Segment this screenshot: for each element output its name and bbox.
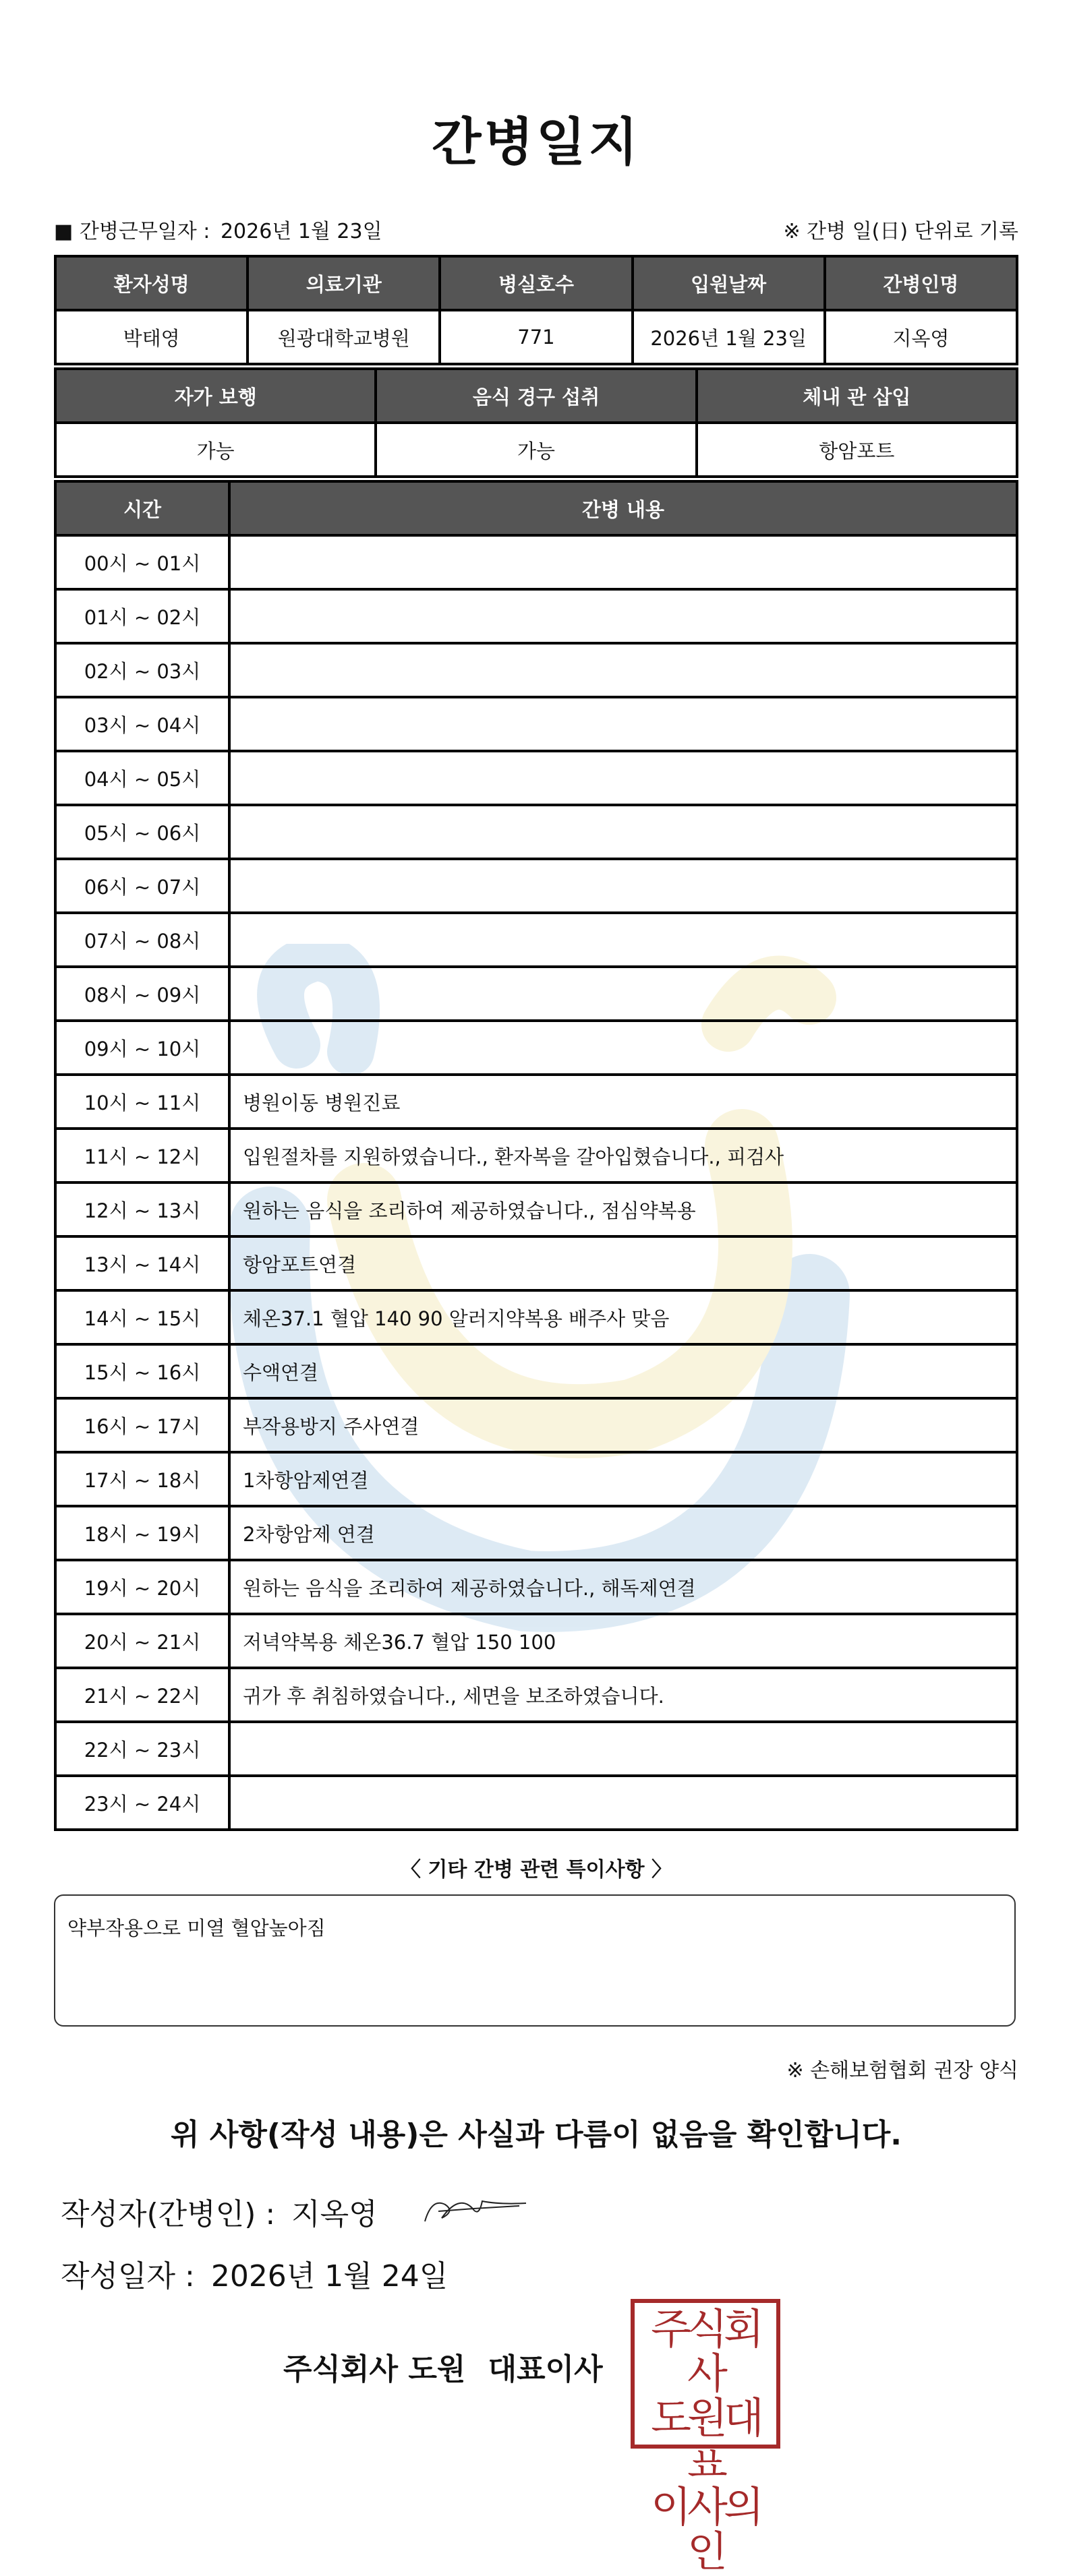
log-row <box>55 1236 1017 1290</box>
log-time: 15시 ~ 16시 <box>55 1344 229 1398</box>
time-header: 시간 <box>55 481 229 535</box>
log-time: 07시 ~ 08시 <box>55 913 229 967</box>
log-row <box>55 1182 1017 1236</box>
patient-header: 병실호수 <box>440 256 632 310</box>
seal-line: 이사의인 <box>651 2482 760 2576</box>
admission-date: 2026년 1월 23일 <box>633 310 825 364</box>
patient-header: 의료기관 <box>248 256 440 310</box>
log-time: 10시 ~ 11시 <box>55 1075 229 1129</box>
signature <box>418 2184 533 2231</box>
log-time: 18시 ~ 19시 <box>55 1506 229 1560</box>
notes-box: 약부작용으로 미열 혈압높아짐 <box>54 1894 1016 2027</box>
log-row <box>55 1452 1017 1506</box>
log-time: 09시 ~ 10시 <box>55 1021 229 1075</box>
written-date-value: 2026년 1월 24일 <box>210 2259 448 2294</box>
log-row <box>55 1344 1017 1398</box>
log-row <box>55 1506 1017 1560</box>
log-row <box>55 643 1017 697</box>
log-row <box>55 535 1017 589</box>
patient-header: 환자성명 <box>55 256 248 310</box>
log-content: 병원이동 병원진료 <box>229 1075 1017 1129</box>
unit-note: ※ 간병 일(日) 단위로 기록 <box>783 220 1018 243</box>
confirmation-statement: 위 사항(작성 내용)은 사실과 다름이 없음을 확인합니다. <box>171 2118 902 2152</box>
meta-row <box>54 214 1018 244</box>
writer-line <box>61 2190 384 2233</box>
log-content <box>229 1776 1017 1830</box>
log-row <box>55 913 1017 967</box>
log-row <box>55 1560 1017 1614</box>
log-time: 21시 ~ 22시 <box>55 1668 229 1722</box>
patient-status-table <box>54 367 1018 478</box>
log-content <box>229 805 1017 859</box>
log-row <box>55 1129 1017 1182</box>
walking-status: 가능 <box>55 423 376 477</box>
log-content <box>229 643 1017 697</box>
log-time: 16시 ~ 17시 <box>55 1398 229 1452</box>
log-row <box>55 1075 1017 1129</box>
work-date-label: ■ 간병근무일자 : <box>54 220 210 243</box>
log-row <box>55 1722 1017 1776</box>
notes-heading: 〈 기타 간병 관련 특이사항 〉 <box>400 1858 672 1882</box>
status-header: 음식 경구 섭취 <box>376 369 696 423</box>
log-content: 체온37.1 혈압 140 90 알러지약복용 배주사 맞음 <box>229 1290 1017 1344</box>
patient-header: 간병인명 <box>825 256 1017 310</box>
log-content: 1차항암제연결 <box>229 1452 1017 1506</box>
log-content: 입원절차를 지원하였습니다., 환자복을 갈아입혔습니다., 피검사 <box>229 1129 1017 1182</box>
log-time: 22시 ~ 23시 <box>55 1722 229 1776</box>
written-date-label: 작성일자 : <box>61 2259 195 2294</box>
log-content: 항암포트연결 <box>229 1236 1017 1290</box>
patient-info-table <box>54 255 1018 365</box>
log-row <box>55 1021 1017 1075</box>
oral-intake-status: 가능 <box>376 423 696 477</box>
log-time: 02시 ~ 03시 <box>55 643 229 697</box>
log-time: 03시 ~ 04시 <box>55 697 229 751</box>
log-time: 14시 ~ 15시 <box>55 1290 229 1344</box>
patient-header: 입원날짜 <box>633 256 825 310</box>
log-time: 17시 ~ 18시 <box>55 1452 229 1506</box>
log-content <box>229 913 1017 967</box>
log-content: 원하는 음식을 조리하여 제공하였습니다., 해독제연결 <box>229 1560 1017 1614</box>
status-header: 체내 관 삽입 <box>697 369 1017 423</box>
written-date-line <box>61 2252 455 2295</box>
log-time: 00시 ~ 01시 <box>55 535 229 589</box>
log-content <box>229 967 1017 1021</box>
log-content: 부작용방지 주사연결 <box>229 1398 1017 1452</box>
log-row <box>55 1614 1017 1668</box>
seal-line: 주식회사 <box>651 2304 760 2398</box>
log-time: 06시 ~ 07시 <box>55 859 229 913</box>
log-row <box>55 859 1017 913</box>
log-content <box>229 1021 1017 1075</box>
log-row <box>55 1290 1017 1344</box>
log-content: 원하는 음식을 조리하여 제공하였습니다., 점심약복용 <box>229 1182 1017 1236</box>
log-row <box>55 697 1017 751</box>
log-row <box>55 589 1017 643</box>
company-line <box>283 2345 615 2388</box>
company-title: 대표이사 <box>488 2352 603 2387</box>
log-content <box>229 1722 1017 1776</box>
writer-name: 지옥영 <box>291 2197 378 2231</box>
company-seal <box>631 2299 780 2576</box>
log-content: 귀가 후 취침하였습니다., 세면을 보조하였습니다. <box>229 1668 1017 1722</box>
log-content <box>229 535 1017 589</box>
log-row <box>55 967 1017 1021</box>
log-time: 19시 ~ 20시 <box>55 1560 229 1614</box>
log-content <box>229 751 1017 805</box>
log-content: 수액연결 <box>229 1344 1017 1398</box>
log-time: 11시 ~ 12시 <box>55 1129 229 1182</box>
page-title: 간병일지 <box>432 112 641 172</box>
seal-line: 도원대표 <box>651 2393 760 2487</box>
log-time: 20시 ~ 21시 <box>55 1614 229 1668</box>
hourly-log-table <box>54 480 1018 1831</box>
log-content: 저녁약복용 체온36.7 혈압 150 100 <box>229 1614 1017 1668</box>
log-time: 01시 ~ 02시 <box>55 589 229 643</box>
tube-insertion-status: 항암포트 <box>697 423 1017 477</box>
log-content <box>229 859 1017 913</box>
log-time: 12시 ~ 13시 <box>55 1182 229 1236</box>
room-number: 771 <box>440 310 632 364</box>
log-time: 08시 ~ 09시 <box>55 967 229 1021</box>
log-row <box>55 1668 1017 1722</box>
log-row <box>55 1776 1017 1830</box>
log-row <box>55 751 1017 805</box>
log-time: 23시 ~ 24시 <box>55 1776 229 1830</box>
log-content <box>229 589 1017 643</box>
writer-label: 작성자(간병인) : <box>61 2197 276 2231</box>
log-time: 04시 ~ 05시 <box>55 751 229 805</box>
recommend-note: ※ 손해보험협회 권장 양식 <box>786 2059 1018 2083</box>
status-header: 자가 보행 <box>55 369 376 423</box>
work-date-value: 2026년 1월 23일 <box>220 220 382 243</box>
company-name: 주식회사 도원 <box>283 2352 466 2387</box>
log-content <box>229 697 1017 751</box>
log-time: 13시 ~ 14시 <box>55 1236 229 1290</box>
log-content: 2차항암제 연결 <box>229 1506 1017 1560</box>
content-header: 간병 내용 <box>229 481 1017 535</box>
log-body <box>55 535 1017 1830</box>
caregiver-name: 지옥영 <box>825 310 1017 364</box>
log-row <box>55 1398 1017 1452</box>
log-row <box>55 805 1017 859</box>
work-date <box>54 214 386 244</box>
log-time: 05시 ~ 06시 <box>55 805 229 859</box>
hospital-name: 원광대학교병원 <box>248 310 440 364</box>
patient-name: 박태영 <box>55 310 248 364</box>
